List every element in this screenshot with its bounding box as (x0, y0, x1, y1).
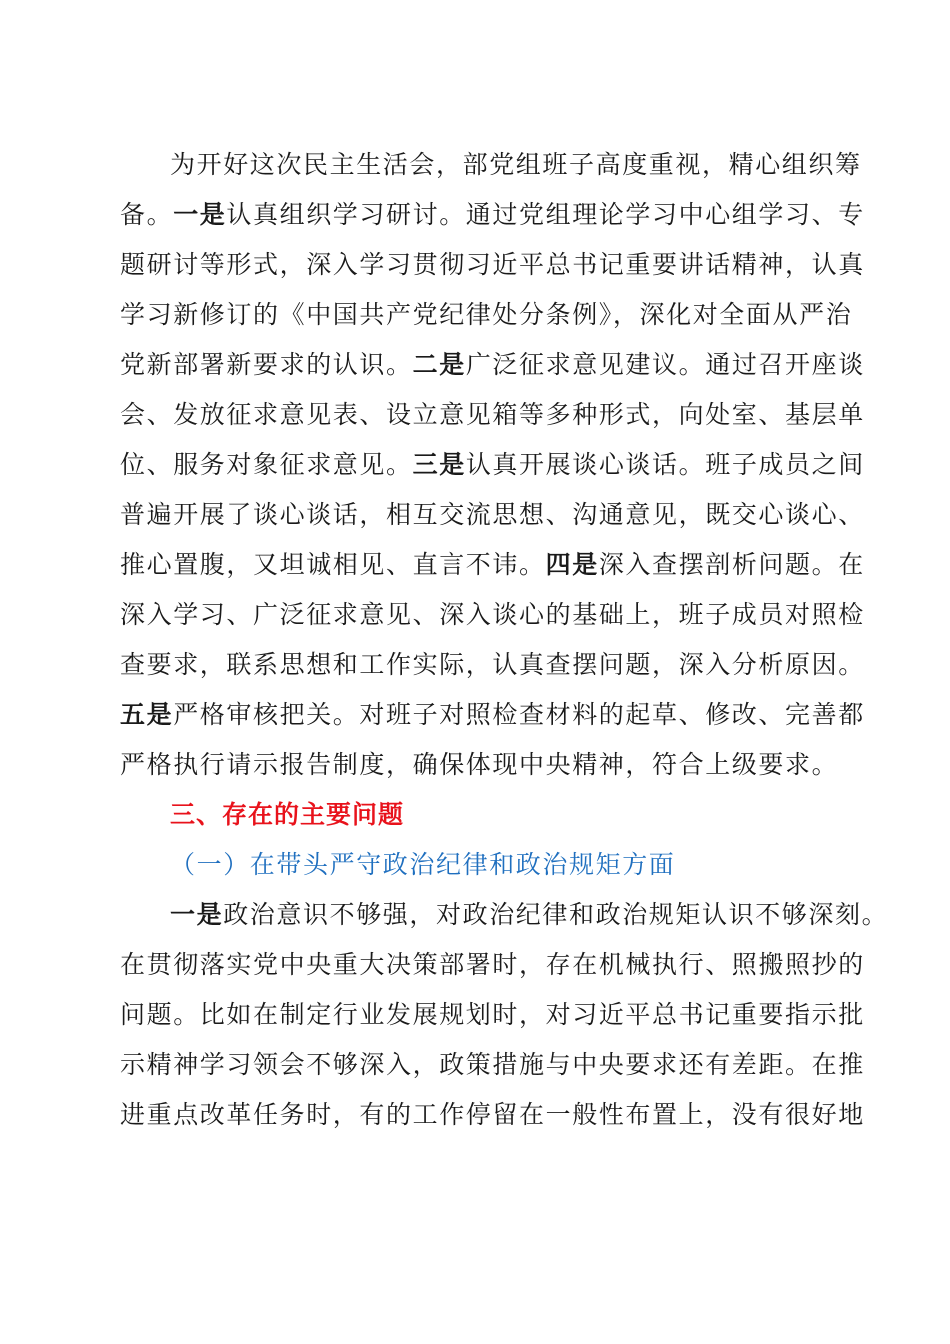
text-run: 认真组织学习研讨。通过党组理论学习中心组学习、专 (226, 200, 865, 229)
paragraph-line (170, 900, 889, 930)
bold-lead: 四是 (545, 550, 599, 579)
paragraph-line (120, 500, 865, 530)
text-run: 进重点改革任务时，有的工作停留在一般性布置上，没有很好地 (120, 1100, 865, 1129)
bold-lead: 五是 (120, 700, 174, 729)
paragraph-line (120, 200, 865, 230)
text-run: 位、服务对象征求意见。 (120, 450, 413, 479)
paragraph-line (120, 600, 865, 630)
paragraph-line (120, 1100, 865, 1130)
bold-lead: 三是 (412, 450, 466, 479)
text-run: 政治意识不够强，对政治纪律和政治规矩认识不够深刻。 (223, 900, 889, 929)
text-run: 备。 (120, 200, 174, 229)
paragraph-line (120, 350, 865, 380)
paragraph-line (120, 950, 865, 980)
paragraph-line (120, 1050, 865, 1080)
text-run: 学习新修订的《中国共产党纪律处分条例》，深化对全面从严治 (120, 300, 853, 329)
text-run: 党新部署新要求的认识。 (120, 350, 413, 379)
bold-lead: 一是 (170, 900, 224, 929)
paragraph-line (120, 300, 853, 330)
text-run: 认真开展谈心谈话。班子成员之间 (465, 450, 865, 479)
paragraph-line (120, 750, 839, 780)
paragraph-line (120, 1000, 865, 1030)
text-run: 深入学习、广泛征求意见、深入谈心的基础上，班子成员对照检 (120, 600, 865, 629)
text-run: 普遍开展了谈心谈话，相互交流思想、沟通意见，既交心谈心、 (120, 500, 865, 529)
text-run: 题研讨等形式，深入学习贯彻习近平总书记重要讲话精神，认真 (120, 250, 865, 279)
paragraph-line (120, 250, 865, 280)
text-run: 严格执行请示报告制度，确保体现中央精神，符合上级要求。 (120, 750, 839, 779)
paragraph-line (170, 150, 862, 180)
text-run: 严格审核把关。对班子对照检查材料的起草、修改、完善都 (173, 700, 865, 729)
bold-lead: 一是 (173, 200, 227, 229)
text-run: 深入查摆剖析问题。在 (598, 550, 865, 579)
paragraph-line (120, 550, 865, 580)
text-run: 查要求，联系思想和工作实际，认真查摆问题，深入分析原因。 (120, 650, 865, 679)
subsection-heading: （一）在带头严守政治纪律和政治规矩方面 (170, 850, 676, 879)
paragraph-line (120, 650, 865, 680)
text-run: 问题。比如在制定行业发展规划时，对习近平总书记重要指示批 (120, 1000, 865, 1029)
text-run: 推心置腹，又坦诚相见、直言不讳。 (120, 550, 546, 579)
paragraph-line (120, 450, 865, 480)
section-heading: 三、存在的主要问题 (170, 800, 405, 829)
text-run: 广泛征求意见建议。通过召开座谈 (465, 350, 865, 379)
paragraph-line (120, 700, 865, 730)
bold-lead: 二是 (412, 350, 466, 379)
text-run: 示精神学习领会不够深入，政策措施与中央要求还有差距。在推 (120, 1050, 865, 1079)
text-run: 为开好这次民主生活会，部党组班子高度重视，精心组织筹 (170, 150, 862, 179)
text-run: 会、发放征求意见表、设立意见箱等多种形式，向处室、基层单 (120, 400, 865, 429)
paragraph-line (120, 400, 865, 430)
text-run: 在贯彻落实党中央重大决策部署时，存在机械执行、照搬照抄的 (120, 950, 865, 979)
